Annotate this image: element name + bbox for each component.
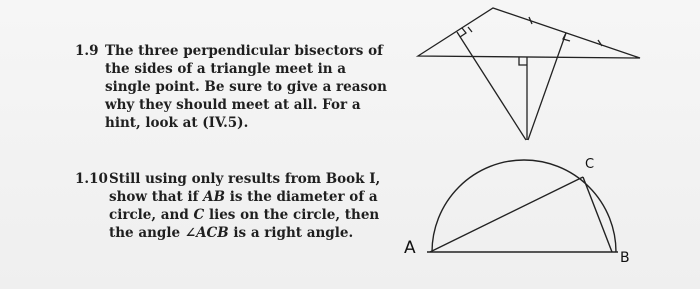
triangle (418, 8, 640, 58)
right-angle-mark (460, 28, 466, 37)
chord-ac (430, 177, 583, 252)
label-c: C (585, 157, 595, 172)
perpendicular-bisector-left (457, 32, 526, 140)
label-a: A (404, 238, 416, 258)
semicircle-figure (427, 160, 618, 252)
label-b: B (620, 250, 630, 266)
problem-text-part: is the diameter of a circle, and (109, 189, 378, 223)
right-angle-mark (519, 57, 527, 65)
tick-mark (598, 40, 602, 46)
problem-text-part: Still using only results from Book I, show that if (109, 171, 381, 205)
point-c: C (193, 207, 205, 223)
problem-number: 1.10 (75, 171, 108, 187)
angle-acb: ∠ACB (184, 225, 229, 241)
tick-mark (468, 27, 472, 32)
problem-text-part: is a right angle. (228, 225, 354, 241)
perpendicular-bisector-right (528, 33, 566, 140)
problem-text-part: lies on the circle, then the angle (109, 207, 380, 241)
triangle-bisector-figure (418, 8, 640, 140)
problem-number: 1.9 (75, 43, 99, 59)
segment-ab: AB (203, 189, 226, 205)
problem-text: The three perpendicular bisectors of the sides of a triangle meet in a single point. Be sure to give a reason why they should meet at all. For a hint, look at (IV.5). (105, 43, 387, 131)
